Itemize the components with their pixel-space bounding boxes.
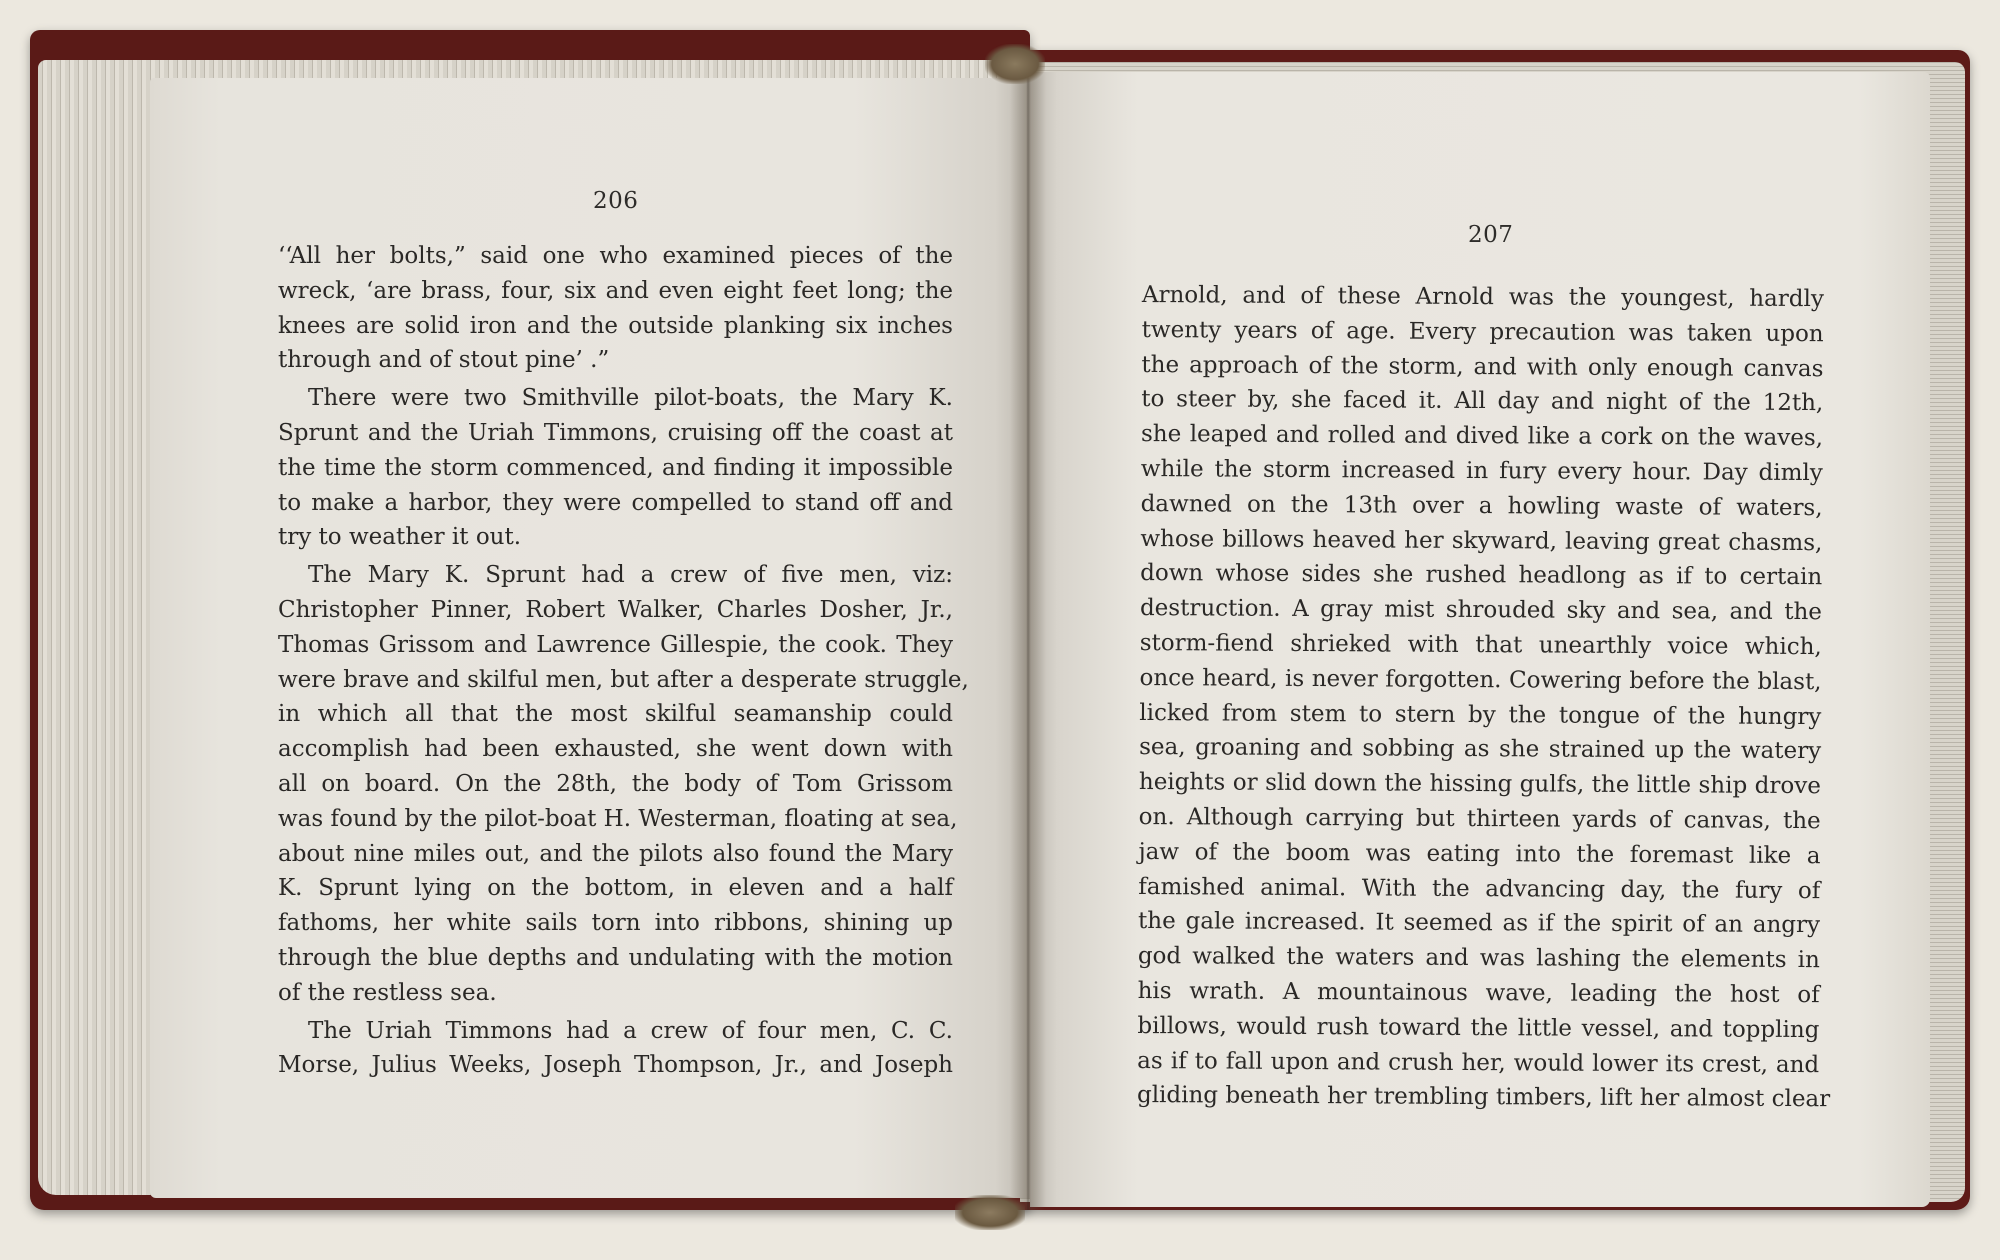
text-line: storm-fiend shrieked with that unearthly voice which, [1139, 629, 1822, 661]
text-line: Christopher Pinner, Robert Walker, Charles Dosher, Jr., [278, 596, 953, 623]
text-line: fathoms, her white sails torn into ribbons, shining up [278, 910, 953, 937]
text-line: through and of stout pine’ .” [278, 347, 610, 374]
text-line: to make a harbor, they were compelled to stand off and [278, 489, 953, 516]
text-line: the time the storm commenced, and finding it impossible [278, 454, 953, 481]
text-line: once heard, is never forgotten. Cowering before the blast, [1139, 664, 1822, 695]
text-line: wreck, ‘are brass, four, six and even eight feet long; the [278, 277, 953, 304]
text-line: whose billows heaved her skyward, leaving great chasms, [1140, 525, 1823, 556]
text-line: Arnold, and of these Arnold was the youngest, hardly [1141, 281, 1824, 313]
text-line: Sprunt and the Uriah Timmons, cruising off the coast at [278, 419, 953, 446]
text-line: as if to fall upon and crush her, would lower its crest, and [1137, 1047, 1820, 1078]
text-line: K. Sprunt lying on the bottom, in eleven and a half [278, 875, 953, 902]
text-line: about nine miles out, and the pilots also found the Mary [278, 840, 953, 867]
text-line: the approach of the storm, and with only enough canvas [1141, 351, 1824, 382]
left-page-text [278, 239, 969, 1083]
text-line: Morse, Julius Weeks, Joseph Thompson, Jr., and Joseph [278, 1052, 953, 1079]
text-line: while the storm increased in fury every hour. Day dimly [1140, 455, 1823, 487]
text-line: were brave and skilful men, but after a desperate struggle, [278, 666, 969, 693]
text-line: all on board. On the 28th, the body of Tom Grissom [278, 770, 953, 797]
text-line: jaw of the boom was eating into the foremast like a [1138, 838, 1821, 869]
text-line: the gale increased. It seemed as if the spirit of an angry [1137, 908, 1821, 939]
book-gutter [1010, 60, 1046, 1210]
text-line: accomplish had been exhausted, she went down with [278, 736, 953, 763]
right-page-text [1136, 278, 1831, 1117]
text-line: famished animal. With the advancing day, the fury of [1138, 873, 1821, 904]
text-line: There were two Smithville pilot-boats, the Mary K. [308, 385, 953, 412]
text-line: ‘‘All her bolts,” said one who examined pieces of the [278, 243, 953, 269]
text-line: god walked the waters and was lashing the elements in [1137, 943, 1820, 974]
spine-tailband [955, 1195, 1025, 1230]
text-line: gliding beneath her trembling timbers, lift her almost clear [1136, 1082, 1831, 1113]
text-line: she leaped and rolled and dived like a cork on the waves, [1140, 421, 1824, 452]
spine-headband [985, 44, 1045, 84]
text-line: knees are solid iron and the outside planking six inches [278, 312, 953, 339]
text-line: try to weather it out. [278, 524, 522, 551]
text-line: billows, would rush toward the little vessel, and toppling [1137, 1012, 1820, 1043]
text-line: sea, groaning and sobbing as she strained up the watery [1139, 734, 1822, 765]
text-line: heights or slid down the hissing gulfs, the little ship drove [1138, 769, 1821, 800]
text-line: The Mary K. Sprunt had a crew of five men, viz: [308, 562, 953, 589]
text-line: in which all that the most skilful seamanship could [278, 701, 953, 728]
text-line: of the restless sea. [278, 979, 497, 1006]
text-line: twenty years of age. Every precaution was taken upon [1141, 316, 1824, 347]
page-number-right: 207 [1468, 222, 1514, 248]
text-line: licked from stem to stern by the tongue of the hungry [1139, 699, 1822, 730]
text-line: dawned on the 13th over a howling waste of waters, [1140, 490, 1823, 521]
text-line: down whose sides she rushed headlong as if to certain [1140, 560, 1823, 591]
text-line: The Uriah Timmons had a crew of four men, C. C. [308, 1017, 953, 1044]
text-line: his wrath. A mountainous wave, leading the host of [1137, 977, 1820, 1009]
text-line: was found by the pilot-boat H. Westerman, floating at sea, [278, 805, 958, 832]
page-number-left: 206 [593, 188, 639, 214]
text-line: through the blue depths and undulating with the motion [278, 944, 953, 971]
text-line: destruction. A gray mist shrouded sky and sea, and the [1139, 595, 1823, 626]
text-line: to steer by, she faced it. All day and night of the 12th, [1141, 386, 1824, 417]
text-line: Thomas Grissom and Lawrence Gillespie, the cook. They [278, 631, 953, 658]
text-line: on. Although carrying but thirteen yards of canvas, the [1138, 803, 1821, 835]
